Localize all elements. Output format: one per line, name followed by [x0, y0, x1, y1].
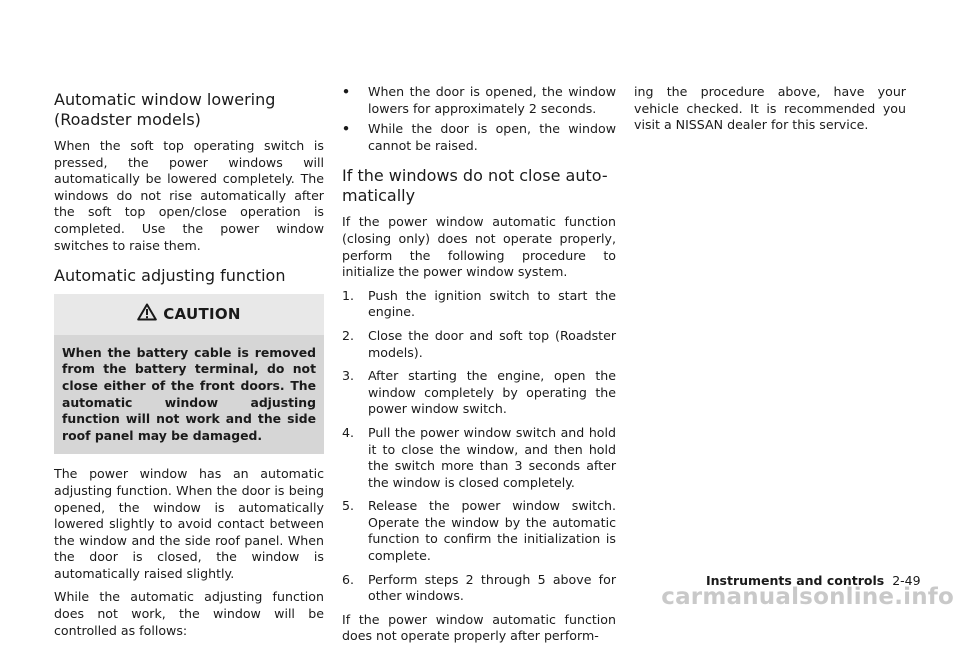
heading-line-1: Automatic window lowering — [54, 90, 276, 109]
page-number: 2-49 — [892, 573, 921, 588]
steps-list — [342, 288, 616, 605]
bullet-list — [342, 84, 616, 154]
footer-section-title: Instruments and controls — [706, 573, 885, 588]
step-text: Perform steps 2 through 5 above for other windows. — [368, 571, 616, 604]
step-number: 1. — [342, 287, 355, 303]
column-right — [634, 84, 906, 141]
list-item — [342, 84, 616, 117]
step-text: After starting the engine, open the window completely by operating the power window switch. — [368, 368, 616, 417]
paragraph-initialize: If the power window automatic function (closing only) does not operate properly, perform the following procedure to initialize the power window system. — [342, 214, 616, 280]
list-item — [342, 425, 616, 491]
heading-line-1: If the windows do not close auto- — [342, 166, 608, 186]
bullet-text: While the door is open, the window cannot be raised. — [368, 121, 616, 153]
list-item — [342, 498, 616, 564]
bullet-text: When the door is opened, the window lowers for approximately 2 seconds. — [368, 84, 616, 116]
step-number: 2. — [342, 327, 355, 343]
column-middle — [342, 84, 616, 652]
step-number: 3. — [342, 368, 355, 384]
heading-line-2: matically — [342, 186, 416, 206]
paragraph-soft-top: When the soft top operating switch is pressed, the power windows will automatically be lowered completely. The windows do not rise automatically after the soft top open/close operation is completed. Use the power window switches to raise them. — [54, 138, 324, 253]
step-text: Release the power window switch. Operate the window by the automatic function to confirm the initialization is complete. — [368, 498, 616, 564]
bullet-mark: • — [342, 121, 351, 137]
caution-header — [54, 294, 324, 335]
heading-line-2: (Roadster models) — [54, 110, 201, 129]
heading-automatic-adjusting: Automatic adjusting function — [54, 266, 286, 286]
caution-box — [54, 294, 324, 454]
step-text: Close the door and soft top (Roadster models). — [368, 327, 616, 360]
paragraph-dealer-visit: ing the procedure above, have your vehicle checked. It is recommended you visit a NISSAN dealer for this service. — [634, 84, 906, 133]
paragraph-if-not-operate: If the power window automatic function does not operate properly after perform- — [342, 611, 616, 644]
list-item — [342, 572, 616, 605]
list-item — [342, 328, 616, 361]
step-number: 4. — [342, 424, 355, 440]
list-item — [342, 368, 616, 418]
paragraph-adjusting-function: The power window has an automatic adjusting function. When the door is being opened, the window is automatically lowered slightly to avoid contact between the window and the side roof panel. When the door is closed, the window is automatically raised slightly. — [54, 466, 324, 581]
caution-text: When the battery cable is removed from the battery terminal, do not close either of the front doors. The automatic window adjusting function will not work and the side roof panel may be damaged. — [62, 344, 316, 443]
warning-icon — [137, 303, 157, 326]
step-text: Push the ignition switch to start the engine. — [368, 287, 616, 320]
bullet-mark: • — [342, 84, 351, 99]
heading-windows-do-not-close — [342, 166, 616, 206]
heading-automatic-window-lowering — [54, 90, 324, 130]
step-text: Pull the power window switch and hold it to close the window, and then hold the switch more than 3 seconds after the window is closed completely. — [368, 424, 616, 490]
list-item — [342, 288, 616, 321]
list-item — [342, 121, 616, 154]
step-number: 5. — [342, 498, 355, 514]
watermark: carmanualsonline.info — [661, 584, 954, 610]
caution-title: CAUTION — [163, 305, 241, 324]
step-number: 6. — [342, 571, 355, 587]
column-left — [54, 90, 324, 646]
paragraph-controlled-as-follows: While the automatic adjusting function does not work, the window will be controlled as follows: — [54, 589, 324, 638]
